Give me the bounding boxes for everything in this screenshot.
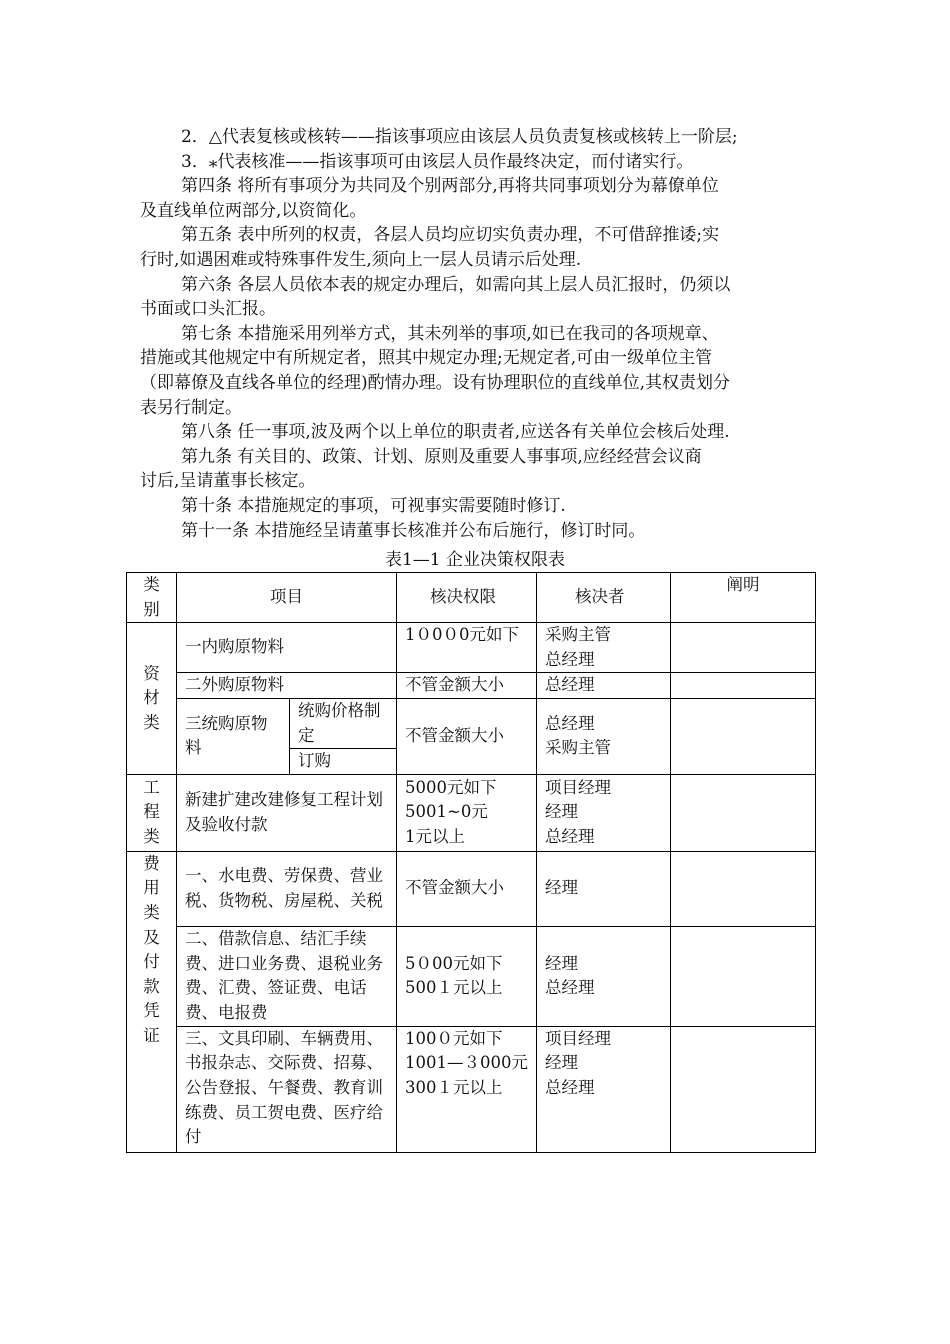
text-line: 行时,如遇困难或特殊事件发生,须向上一层人员请示后处理. [140, 249, 582, 270]
decision-authority-table [126, 572, 816, 1153]
subitem-cell: 统购价格制定 [290, 698, 397, 748]
table-row [127, 774, 816, 851]
note-cell [671, 851, 816, 926]
table-caption: 表1—1 企业决策权限表 [384, 550, 566, 570]
note-cell [671, 926, 816, 1026]
note-cell [671, 1026, 816, 1152]
table-header-row [127, 573, 816, 623]
header-category: 类别 [127, 573, 177, 623]
authority-cell: 不管金额大小 [397, 673, 537, 699]
text-line: 第八条 任一事项,波及两个以上单位的职责者,应送各有关单位会核后处理. [181, 422, 730, 443]
text-line: 表另行制定。 [140, 397, 242, 418]
approver-cell: 经理 总经理 [537, 926, 671, 1026]
text-line: 措施或其他规定中有所规定者，照其中规定办理;无规定者,可由一级单位主管 [140, 348, 713, 369]
note-cell [671, 698, 816, 774]
note-cell [671, 774, 816, 851]
approver-cell: 项目经理 经理 总经理 [537, 1026, 671, 1152]
text-line: 2．△代表复核或核转——指该事项应由该层人员负责复核或核转上一阶层; [181, 127, 738, 147]
item-cell: 二、借款信息、结汇手续费、进口业务费、退税业务费、汇费、签证费、电话费、电报费 [177, 926, 397, 1026]
item-cell: 三统购原物料 [177, 698, 290, 774]
text-line: 讨后,呈请董事长核定。 [140, 471, 316, 492]
header-approver: 核决者 [537, 573, 671, 623]
authority-cell: 5０00元如下 500１元以上 [397, 926, 537, 1026]
approver-cell: 总经理 采购主管 [537, 698, 671, 774]
text-line: 3．⁎代表核准——指该事项可由该层人员作最终决定，而付诸实行。 [181, 151, 694, 172]
authority-cell: 1０0０0元如下 [397, 623, 537, 673]
category-cell: 资材类 [127, 623, 177, 775]
text-line: 第六条 各层人员依本表的规定办理后，如需向其上层人员汇报时，仍须以 [181, 274, 731, 295]
approver-cell: 总经理 [537, 673, 671, 699]
approver-cell: 项目经理 经理 总经理 [537, 774, 671, 851]
text-line: 第四条 将所有事项分为共同及个别两部分,再将共同事项划分为幕僚单位 [181, 176, 719, 197]
header-authority: 核决权限 [397, 573, 537, 623]
body-text [140, 125, 820, 543]
authority-cell: 不管金额大小 [397, 851, 537, 926]
approver-cell: 采购主管 总经理 [537, 623, 671, 673]
item-cell: 三、文具印刷、车辆费用、书报杂志、交际费、招募、公告登报、午餐费、教育训练费、员工贺电费、医疗给付 [177, 1026, 397, 1152]
authority-cell: 100０元如下 1001—３000元 300１元以上 [397, 1026, 537, 1152]
text-line: 书面或口头汇报。 [140, 299, 276, 320]
subitem-cell: 订购 [290, 749, 397, 775]
note-cell [671, 623, 816, 673]
item-cell: 一、水电费、劳保费、营业税、货物税、房屋税、关税 [177, 851, 397, 926]
table-row [127, 851, 816, 926]
table-row [127, 926, 816, 1026]
category-cell: 费用类及付款凭证 [127, 851, 177, 1152]
table-row [127, 673, 816, 699]
item-cell: 二外购原物料 [177, 673, 397, 699]
authority-cell: 不管金额大小 [397, 698, 537, 774]
table-row [127, 1026, 816, 1152]
approver-cell: 经理 [537, 851, 671, 926]
text-line: 及直线单位两部分,以资简化。 [140, 200, 367, 221]
authority-cell: 5000元如下 5001~0元 1元以上 [397, 774, 537, 851]
text-line: （即幕僚及直线各单位的经理)酌情办理。设有协理职位的直线单位,其权责划分 [140, 372, 731, 393]
text-line: 第十一条 本措施经呈请董事长核准并公布后施行，修订时同。 [181, 520, 646, 541]
item-cell: 新建扩建改建修复工程计划及验收付款 [177, 774, 397, 851]
header-note: 阐明 [671, 573, 816, 623]
note-cell [671, 673, 816, 699]
item-cell: 一内购原物料 [177, 623, 397, 673]
text-line: 第七条 本措施采用列举方式，其未列举的事项,如已在我司的各项规章、 [181, 323, 719, 344]
text-line: 第五条 表中所列的权责，各层人员均应切实负责办理，不可借辞推诿;实 [181, 225, 720, 246]
text-line: 第九条 有关目的、政策、计划、原则及重要人事事项,应经经营会议商 [181, 446, 702, 467]
header-item: 项目 [177, 573, 397, 623]
table-row [127, 698, 816, 748]
table-row [127, 623, 816, 673]
text-line: 第十条 本措施规定的事项，可视事实需要随时修订. [181, 495, 566, 516]
category-cell: 工程类 [127, 774, 177, 851]
